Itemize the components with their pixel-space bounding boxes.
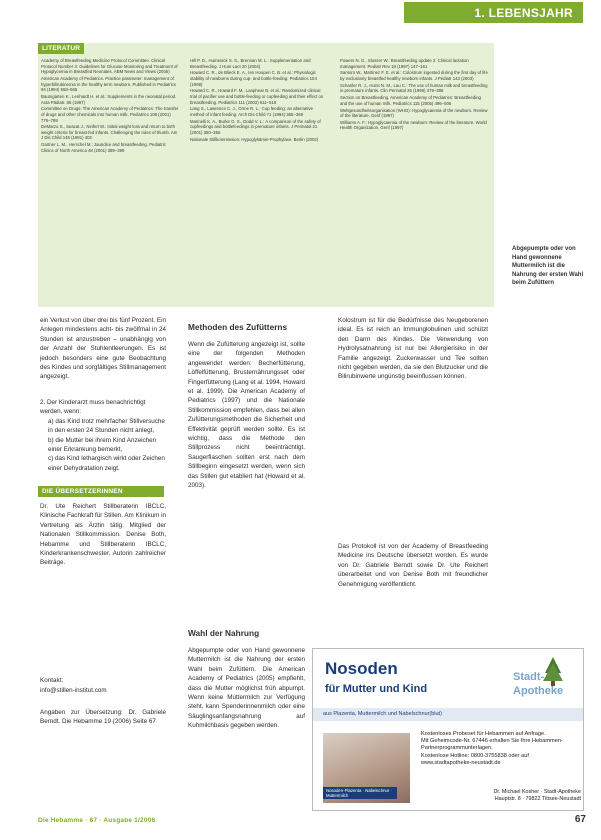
ad-sign-line: Hauptstr. 8 · 79822 Titisee-Neustadt (494, 795, 581, 802)
nutrition-text: Abgepumpte oder von Hand gewonnene Muttermilch ist die Nahrung der ersten Wahl beim Zufüttern. Die American Academy of Pediatrics (2005) empfiehlt, dass die Mutter möglichst früh abpumpt. Wenn keine Muttermilch zur Verfügung steht, kann Spenderinnenmilch oder eine Säuglingsanfangsnahrung auf Kuhmilchbasis gegeben werden. (188, 647, 305, 730)
contact-label: Kontakt: (40, 677, 64, 684)
source-note: Angaben zur Übersetzung: Dr. Gabriele Berndt. Die Hebamme 19 (2006) Seite 67 (40, 709, 166, 726)
literature-heading: LITERATUR (38, 43, 84, 54)
nutrition-heading: Wahl der Nahrung (188, 628, 260, 638)
list-item: c) das Kind lethargisch wirkt oder Zeichen einer Dehydratation zeigt. (48, 455, 165, 472)
reference-entry: Nationale Stillkommission: Hypoglykämie-Prophylaxe. Berlin (2002) (190, 136, 319, 142)
reference-entry: Powers N. G., Slusser W.: Breastfeeding update 2: Clinical lactation management. Pediatr Rev 18 (1997) 147–161 (340, 58, 469, 69)
right-text: Kolostrum ist für die Bedürfnisse des Neugeborenen ideal. Es ist reich an Immunglobulinen und schützt den Darm des Kindes. Die Verwendung von Hydrolysatnahrung ist nur bei Allergierisiko in der Familie angezeigt. Zuckerwasser und Tee sollten nicht gegeben werden, da sie den Blutzucker und die Bilirubinwerte ungünstig beeinflussen können. (338, 317, 488, 381)
list-item: a) das Kind trotz mehrfacher Stillversuche in den ersten 24 Stunden nicht anlegt, (48, 417, 165, 435)
list-item: b) die Mutter bei ihrem Kind Anzeichen einer Erkrankung bemerkt, (48, 436, 157, 454)
mother-child-photo (323, 733, 410, 803)
methods-text: Wenn die Zufütterung angezeigt ist, sollte eine der folgenden Methoden angewendet werden: Becherfütterung, Löffelfütterung, Brusternährungsset oder Fingerfütterung (Lang et al. 1994, Howard et al. 1999). Die American Academy of Pediatrics (1997) und die Nationale Stillkommission empfehlen, dass bei allen Zufütterungsmethoden die Sicherheit und Effektivität geprüft werden sollte. Es ist wichtig, dass die Methode den Stillprozess nicht beeinträchtigt. Saugerflaschen sollten erst nach dem Stillbeginn eingesetzt werden, wenn sich das Stillen gut etabliert hat (Howard et al. 2003). (188, 341, 305, 490)
ad-info-line: Mit Geheimcode-Nr. 67446 erhalten Sie Ihre Hebammen-Partnerprogrammunterlagen. (421, 738, 563, 752)
advertisement[interactable] (312, 648, 584, 811)
left-intro-text: ein Verlust von über drei bis fünf Prozent. Ein Anlegen mindestens acht- bis zwölfmal in 24 Stunden ist anzustreben – unabhängig von der Anzahl der Stuhlentleerungen. Es ist jedoch besonders eine gute Beobachtung des Kindes und sorgfältiges Stillmanagement angezeigt. (40, 317, 166, 381)
reference-entry: Committee on Drugs. The American Academy of Pediatrics: The transfer of drugs and other chemicals into human milk. Pediatrics 108 (2001) 776–789 (41, 106, 179, 123)
photo-caption: Nosoden-Plazenta · Nabelschnur · Muttermilch (323, 787, 397, 799)
ad-info-line: Kostenlose Hotline: 0800-3755838 oder auf www.stadtapotheke-neustadt.de (421, 752, 529, 766)
ad-subtitle: für Mutter und Kind (325, 683, 428, 695)
ad-band: aus Plazenta, Muttermilch und Nabelschnur(blut) (313, 708, 583, 721)
literature-column-2 (190, 58, 328, 304)
reference-entry: DeMarzo S., Seacat J., Neifert M.: Initial weight loss and return to birth weight criteria for breast-fed infants. Challenging the rules of thumb. Am J Dis Child 145 (1991) 402 (41, 124, 178, 141)
list-item: 2. Der Kinderarzt muss benachrichtigt werden, wenn: (40, 399, 146, 416)
logo-line-2: Apotheke (513, 685, 564, 697)
ad-title: Nosoden (325, 659, 398, 678)
reference-entry: Williams A. F.: Hypoglycaemia of the newborn: Review of the literature. World Health Organization, Genf (1997) (340, 119, 487, 131)
ad-info-line: Kostenloses Probeset für Hebammen auf Anfrage. (421, 731, 546, 737)
reference-entry: Marinelli K. A., Burke G. S., Dodd V. L.: A comparison of the safety of cupfeedings and bottlefeedings in premature infants. J Perinatol 21 (2001) 350–355 (190, 118, 321, 135)
page-number: 67 (574, 814, 586, 825)
reference-entry: Schanler R. J., Hurst N. M., Lau C.: The use of human milk and breastfeeding in premature infants. Clin Perinatol 26 (1999) 379–398 (340, 82, 488, 94)
reference-entry: Academy of Breastfeeding Medicine Protocol Committee. Clinical Protocol Number 3: Guidelines for Glucose Monitoring and Treatment of Hypoglycemia in Breastfed Neonates. ABM News and Views (2006) (41, 58, 178, 75)
reference-entry: Howard C. R., Howard F. M., Lanphear B. et al.: Randomized clinical trial of pacifier use and bottle-feeding or cupfeeding and their effect on breastfeeding. Pediatrics 111 (2003) 511–518 (190, 88, 324, 105)
contact-email[interactable]: info@stillen-institut.com (40, 687, 107, 694)
methods-heading: Methoden des Zufütterns (188, 322, 288, 332)
ad-address (425, 789, 581, 803)
literature-column-3 (340, 58, 488, 304)
reference-entry: American Academy of Pediatrics. Practice parameter: management of hyperbilirubinemia in the healthy term newborn. Published in Pediatrics 94 (1994) 558–565 (41, 75, 176, 93)
reference-entry: Santoro W., Martinez F. E. et al.: Colostrum ingested during the first day of life by exclusively breastfed healthy newborn infants. J Pediatr 143 (2003) (340, 70, 488, 81)
translators-text: Dr. Ute Reichert Stillberaterin IBCLC, Klinische Fachkraft für Stillen. Am Klinikum in Vertretung als Ärztin tätig. Mitglied der Nationalen Stillkommission. Denise Both, Hebamme und Stillberaterin IBCLC, Kinderkrankenschwester, Autorin zahlreicher Beiträge. (40, 503, 166, 567)
ad-sign-line: Dr. Michael Kosher · Stadt-Apotheke (493, 789, 581, 795)
page-footer (38, 814, 586, 829)
section-tab: 1. LEBENSJAHR (404, 2, 583, 23)
reference-entry: Weltgesundheitsorganisation (WHO): Hypoglycaemia of the newborn. Review of the literature. Genf (1997) (340, 107, 488, 119)
sidebar-pullquote: Abgepumpte oder von Hand gewonnene Muttermilch ist die Nahrung der ersten Wahl beim Zufüttern (512, 246, 584, 287)
reference-entry: Howard C. R., de Blieck E. A., ten Hoopen C. B. et al.: Physiologic stability of newborns during cup- and bottle-feeding. Pediatrics 104 (1999) (190, 70, 317, 87)
literature-column-1 (41, 58, 179, 304)
ad-info (421, 731, 577, 767)
translation-note: Das Protokoll ist von der Academy of Breastfeeding Medicine ins Deutsche übersetzt worden. Es wurde von Dr. Gabriele Berndt sowie Dr. Ute Reichert überarbeitet und von Denise Both mit freundlicher Genehmigung veröffentlicht. (338, 543, 488, 588)
reference-entry: Baumgarten K., Lenhardt H. et al.: Supplements in the neonatal period. Acta Pädiatr. 86 (1997) (41, 93, 177, 105)
section-header (0, 0, 601, 28)
logo-line-1: Stadt- (513, 671, 545, 683)
reference-entry: Hill P. D., Humenick S. S., Brennan M. L.: Supplementation and Breastfeeding. J Hum Lact 20 (2004) (190, 58, 311, 69)
translators-heading: DIE ÜBERSETZERINNEN (38, 486, 164, 497)
reference-entry: Section on Breastfeeding. American Academy of Pediatrics: Breastfeeding and the use of human milk. Pediatrics 115 (2005) 496–506 (340, 95, 481, 106)
reference-entry: Lang S., Lawrence C. J., Orme R. L.: Cup feeding: an alternative method of infant feeding. Arch Dis Child 71 (1994) 365–369 (190, 106, 314, 117)
left-list (40, 398, 166, 472)
reference-entry: Gartner L. M., Herschel M.: Jaundice and breastfeeding. Pediatric Clinics of North America 48 (2001) 389–399 (41, 142, 166, 153)
footer-label: Die Hebamme · 67 · Ausgabe 1/2006 (38, 817, 156, 824)
pharmacy-logo (513, 655, 575, 703)
